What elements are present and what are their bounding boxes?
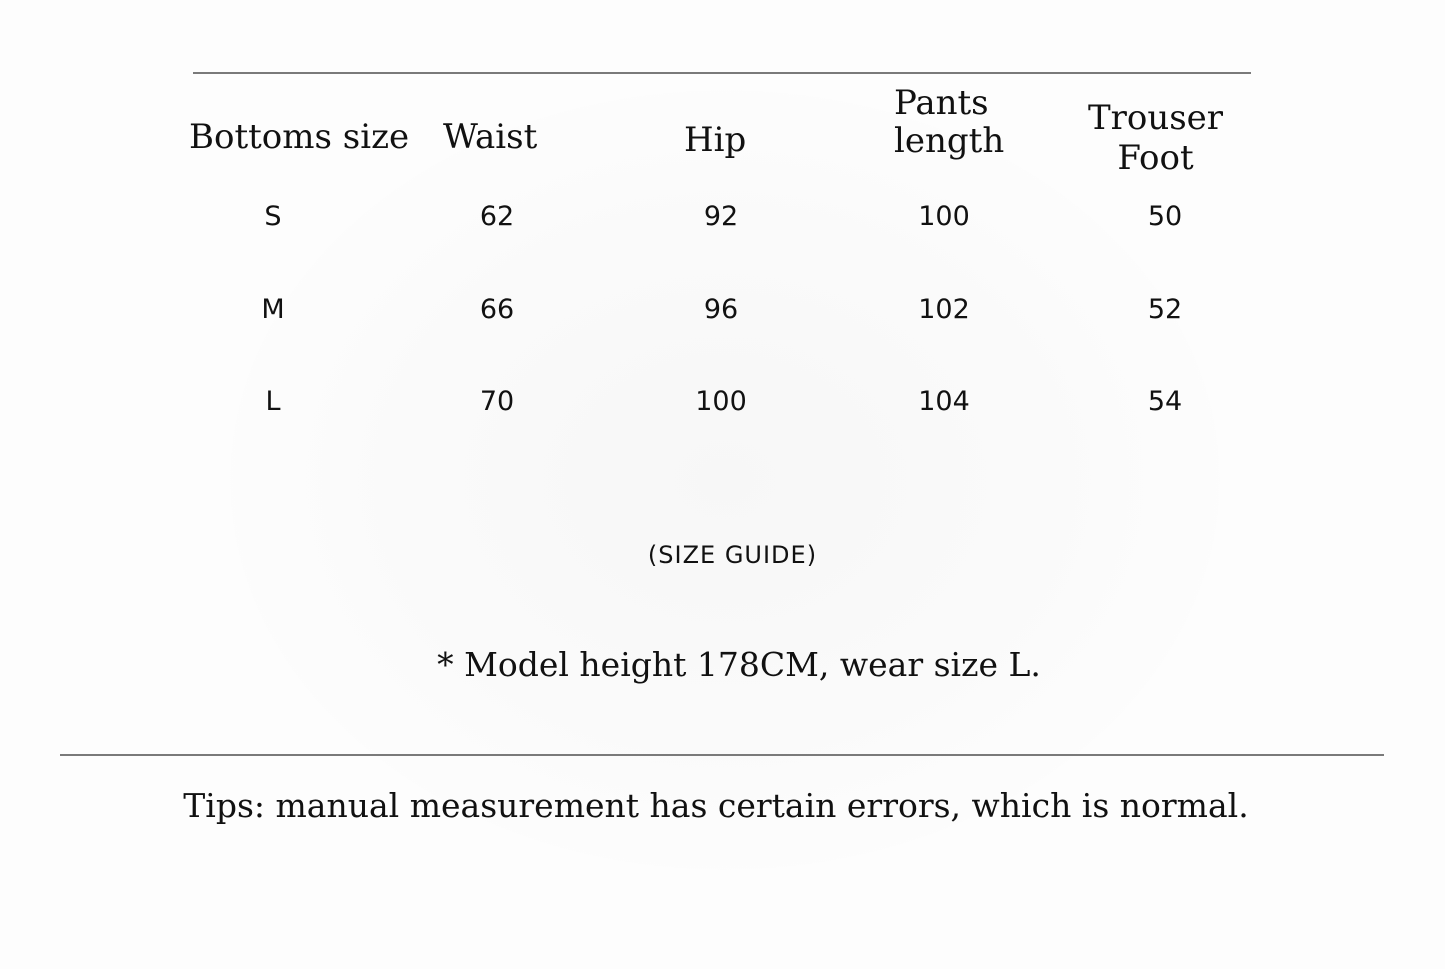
header-trouser-foot-line2: Foot [1117,138,1194,178]
header-hip: Hip [684,120,747,160]
size-guide-label: (SIZE GUIDE) [647,541,818,569]
top-divider [193,72,1251,74]
cell-trouser-foot-s: 50 [1147,201,1183,232]
header-trouser-foot [1078,98,1233,178]
cell-pants-length-m: 102 [918,294,970,325]
cell-size-m: M [261,294,285,325]
cell-trouser-foot-l: 54 [1147,386,1183,417]
cell-hip-l: 100 [695,386,747,417]
cell-trouser-foot-m: 52 [1147,294,1183,325]
cell-hip-m: 96 [703,294,739,325]
header-trouser-foot-line1: Trouser [1087,98,1224,138]
tips-note: Tips: manual measurement has certain errors, which is normal. [183,786,1249,825]
header-waist: Waist [443,117,538,157]
middle-divider [60,754,1384,756]
cell-pants-length-s: 100 [918,201,970,232]
cell-hip-s: 92 [703,201,739,232]
cell-waist-s: 62 [479,201,515,232]
cell-pants-length-l: 104 [918,386,970,417]
header-pants-length-line2: length [894,121,1005,161]
cell-size-s: S [264,201,282,232]
header-pants-length [894,84,1024,160]
model-note: * Model height 178CM, wear size L. [437,645,1041,684]
header-pants-length-line1: Pants [894,83,989,123]
cell-waist-m: 66 [479,294,515,325]
cell-size-l: L [265,386,281,417]
cell-waist-l: 70 [479,386,515,417]
header-bottoms-size: Bottoms size [189,117,410,157]
